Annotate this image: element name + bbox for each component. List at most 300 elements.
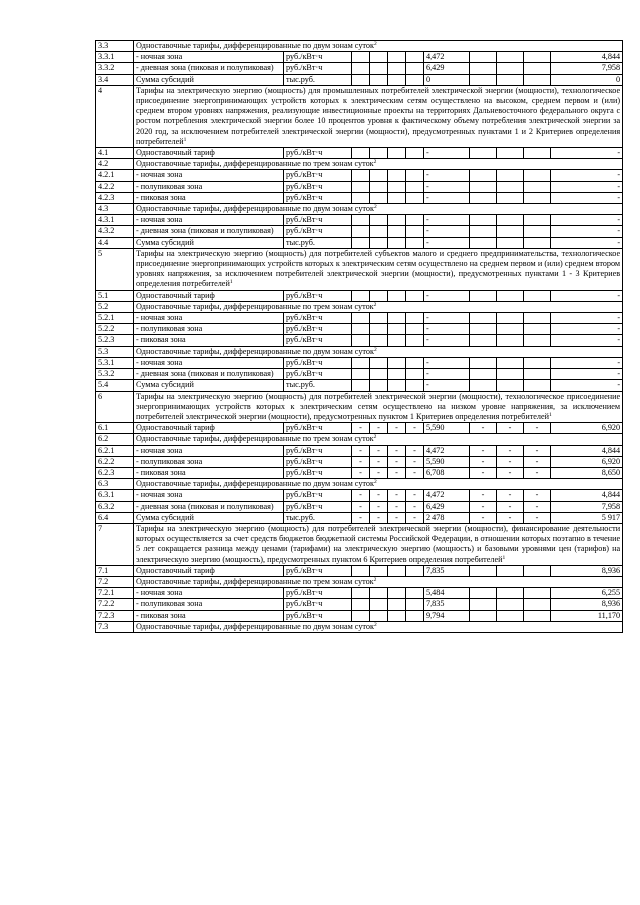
- value-cell: -: [370, 512, 388, 523]
- value-cell: -: [406, 445, 424, 456]
- value-cell: [370, 357, 388, 368]
- value-cell: [388, 335, 406, 346]
- value-cell: -: [424, 192, 470, 203]
- value-cell: [370, 610, 388, 621]
- value-cell: [497, 357, 524, 368]
- value-cell: -: [424, 380, 470, 391]
- row-unit: руб./кВт·ч: [284, 369, 352, 380]
- value-cell: [370, 170, 388, 181]
- row-name: - полупиковая зона: [134, 456, 284, 467]
- value-cell: -: [551, 335, 623, 346]
- table-row: [96, 226, 623, 237]
- value-cell: -: [424, 148, 470, 159]
- row-section-title: [134, 479, 623, 490]
- value-cell: [524, 215, 551, 226]
- row-paragraph: [134, 391, 623, 423]
- value-cell: [406, 63, 424, 74]
- value-cell: 8,650: [551, 467, 623, 478]
- row-unit: руб./кВт·ч: [284, 445, 352, 456]
- value-cell: -: [524, 456, 551, 467]
- row-code: 5.3.1: [96, 357, 134, 368]
- row-code: 4.3: [96, 204, 134, 215]
- row-name: - дневная зона (пиковая и полупиковая): [134, 63, 284, 74]
- value-cell: [497, 380, 524, 391]
- value-cell: 5,590: [424, 423, 470, 434]
- value-cell: -: [470, 467, 497, 478]
- value-cell: [497, 181, 524, 192]
- row-unit: руб./кВт·ч: [284, 610, 352, 621]
- row-title-text: Тарифы на электрическую энергию (мощность) для промышленных потребителей электрической энергии (мощности), технологическое присоединение энергопринимающих устройств которых к электрическим сетям осуществлено на высоком, среднем первом и (или) среднем втором уровнях напряжения, реализующие инвестиционные проекты на территориях Дальневосточного федерального округа с ростом потребления электрической энергии более 10 процентов уровня к фактическому объему потребления электрической энергии за 2020 год, за исключением потребителей электрической энергии (мощности), предусмотренных пунктами 1 и 2 Критериев определения потребителей: [136, 85, 621, 146]
- value-cell: [524, 565, 551, 576]
- value-cell: [497, 369, 524, 380]
- value-cell: [470, 181, 497, 192]
- footnote-marker: 2: [373, 479, 377, 486]
- row-title-text: Одноставочные тарифы, дифференцированные по двум зонам суток: [136, 346, 374, 356]
- value-cell: [497, 170, 524, 181]
- value-cell: [406, 380, 424, 391]
- value-cell: 8,936: [551, 599, 623, 610]
- value-cell: [470, 215, 497, 226]
- row-name: - пиковая зона: [134, 335, 284, 346]
- value-cell: [497, 588, 524, 599]
- row-code: 6.3.1: [96, 490, 134, 501]
- row-unit: руб./кВт·ч: [284, 192, 352, 203]
- value-cell: [352, 313, 370, 324]
- value-cell: -: [388, 423, 406, 434]
- row-title-text: Тарифы на электрическую энергию (мощность) для потребителей электрической энергии (мощности), финансирование деятельности которых осуществляется за счет средств бюджетов бюджетной системы Российской Федерации, в отношении которых поэтапно в течение 5 лет сокращается разница между ценами (тарифами) на электрическую энергию (мощность) и базовыми уровнями цен (тарифов) на электрическую энергию (мощность), предусмотренных пунктом 6 Критериев определения потребителей: [136, 523, 621, 564]
- value-cell: -: [524, 512, 551, 523]
- row-unit: тыс.руб.: [284, 512, 352, 523]
- value-cell: [388, 313, 406, 324]
- value-cell: 4,472: [424, 445, 470, 456]
- value-cell: [352, 324, 370, 335]
- row-title-text: Тарифы на электрическую энергию (мощность) для потребителей электрической энергии (мощности), технологическое присоединение энергопринимающих устройств которых к электрическим сетям осуществлено на низком уровне напряжения, за исключением потребителей электрической энергии (мощности), предусмотренных пунктом 1 Критериев определения потребителей: [136, 391, 621, 421]
- value-cell: [352, 74, 370, 85]
- value-cell: -: [352, 501, 370, 512]
- value-cell: [352, 215, 370, 226]
- table-row: [96, 41, 623, 52]
- value-cell: [497, 74, 524, 85]
- row-code: 4.2.3: [96, 192, 134, 203]
- value-cell: -: [497, 501, 524, 512]
- row-code: 7.3: [96, 621, 134, 632]
- row-unit: руб./кВт·ч: [284, 290, 352, 301]
- value-cell: [352, 226, 370, 237]
- row-code: 4.3.2: [96, 226, 134, 237]
- value-cell: 6,708: [424, 467, 470, 478]
- value-cell: [406, 52, 424, 63]
- value-cell: -: [388, 501, 406, 512]
- row-code: 5.1: [96, 290, 134, 301]
- value-cell: 7,835: [424, 565, 470, 576]
- row-section-title: [134, 301, 623, 312]
- value-cell: [388, 565, 406, 576]
- value-cell: [388, 610, 406, 621]
- value-cell: [470, 588, 497, 599]
- value-cell: [370, 588, 388, 599]
- row-code: 6.2.2: [96, 456, 134, 467]
- value-cell: -: [424, 170, 470, 181]
- footnote-marker: 2: [373, 41, 377, 47]
- value-cell: [352, 52, 370, 63]
- row-unit: руб./кВт·ч: [284, 456, 352, 467]
- value-cell: [388, 170, 406, 181]
- value-cell: [406, 170, 424, 181]
- table-row: [96, 588, 623, 599]
- value-cell: -: [524, 501, 551, 512]
- row-code: 3.3.1: [96, 52, 134, 63]
- value-cell: 4,844: [551, 445, 623, 456]
- row-unit: руб./кВт·ч: [284, 324, 352, 335]
- row-code: 6: [96, 391, 134, 423]
- value-cell: -: [497, 512, 524, 523]
- value-cell: [352, 369, 370, 380]
- value-cell: 5,484: [424, 588, 470, 599]
- row-name: - пиковая зона: [134, 610, 284, 621]
- table-row: [96, 148, 623, 159]
- value-cell: [524, 74, 551, 85]
- value-cell: [470, 226, 497, 237]
- row-unit: руб./кВт·ч: [284, 599, 352, 610]
- value-cell: [524, 237, 551, 248]
- value-cell: -: [370, 423, 388, 434]
- value-cell: [497, 565, 524, 576]
- row-title-text: Тарифы на электрическую энергию (мощность) для потребителей субъектов малого и среднего предпринимательства, технологическое присоединение энергопринимающих устройств которых к электрическим сетям осуществлено на среднем первом и (или) среднем втором уровнях напряжения, за исключением потребителей электрической энергии (мощности), предусмотренных пунктами 1 - 3 Критериев определения потребителей: [136, 248, 621, 289]
- value-cell: 0: [551, 74, 623, 85]
- value-cell: -: [551, 369, 623, 380]
- row-code: 6.2.3: [96, 467, 134, 478]
- row-name: - полупиковая зона: [134, 599, 284, 610]
- footnote-marker: 2: [373, 204, 377, 211]
- value-cell: [470, 313, 497, 324]
- value-cell: [470, 335, 497, 346]
- table-row: [96, 501, 623, 512]
- value-cell: -: [551, 148, 623, 159]
- row-unit: руб./кВт·ч: [284, 63, 352, 74]
- value-cell: [406, 148, 424, 159]
- value-cell: [497, 226, 524, 237]
- value-cell: -: [470, 501, 497, 512]
- value-cell: -: [370, 445, 388, 456]
- row-unit: руб./кВт·ч: [284, 501, 352, 512]
- table-row: [96, 63, 623, 74]
- value-cell: -: [352, 423, 370, 434]
- value-cell: [406, 357, 424, 368]
- table-row: [96, 445, 623, 456]
- value-cell: [524, 192, 551, 203]
- value-cell: 4,472: [424, 52, 470, 63]
- value-cell: [370, 335, 388, 346]
- row-unit: тыс.руб.: [284, 380, 352, 391]
- row-code: 5.2.1: [96, 313, 134, 324]
- value-cell: [406, 599, 424, 610]
- row-name: - полупиковая зона: [134, 181, 284, 192]
- row-paragraph: [134, 248, 623, 290]
- value-cell: [524, 610, 551, 621]
- value-cell: 6,255: [551, 588, 623, 599]
- row-name: Сумма субсидий: [134, 74, 284, 85]
- value-cell: [406, 215, 424, 226]
- value-cell: [406, 237, 424, 248]
- value-cell: -: [352, 445, 370, 456]
- value-cell: [524, 380, 551, 391]
- value-cell: 8,936: [551, 565, 623, 576]
- row-section-title: [134, 346, 623, 357]
- row-unit: руб./кВт·ч: [284, 357, 352, 368]
- value-cell: [370, 215, 388, 226]
- value-cell: -: [551, 170, 623, 181]
- row-code: 4.4: [96, 237, 134, 248]
- value-cell: -: [497, 467, 524, 478]
- table-row: [96, 324, 623, 335]
- row-name: Одноставочный тариф: [134, 148, 284, 159]
- tariff-table: [95, 40, 623, 633]
- value-cell: [524, 324, 551, 335]
- value-cell: -: [388, 456, 406, 467]
- value-cell: -: [470, 512, 497, 523]
- row-name: - пиковая зона: [134, 192, 284, 203]
- value-cell: [352, 290, 370, 301]
- row-name: Одноставочный тариф: [134, 290, 284, 301]
- row-code: 4.2.2: [96, 181, 134, 192]
- row-name: Сумма субсидий: [134, 512, 284, 523]
- value-cell: [388, 215, 406, 226]
- value-cell: [470, 357, 497, 368]
- value-cell: -: [551, 290, 623, 301]
- row-name: - дневная зона (пиковая и полупиковая): [134, 501, 284, 512]
- value-cell: 11,170: [551, 610, 623, 621]
- value-cell: 4,472: [424, 490, 470, 501]
- row-code: 4.2: [96, 159, 134, 170]
- row-code: 5.3: [96, 346, 134, 357]
- value-cell: -: [406, 512, 424, 523]
- row-section-title: [134, 159, 623, 170]
- row-name: - ночная зона: [134, 313, 284, 324]
- value-cell: [524, 170, 551, 181]
- value-cell: -: [388, 467, 406, 478]
- value-cell: -: [470, 490, 497, 501]
- value-cell: [406, 74, 424, 85]
- row-name: - пиковая зона: [134, 467, 284, 478]
- row-name: - ночная зона: [134, 445, 284, 456]
- value-cell: [497, 148, 524, 159]
- value-cell: [352, 237, 370, 248]
- value-cell: [470, 599, 497, 610]
- tariff-table-body: [96, 41, 623, 633]
- row-title-text: Одноставочные тарифы, дифференцированные по трем зонам суток: [136, 434, 374, 444]
- value-cell: [470, 369, 497, 380]
- row-section-title: [134, 621, 623, 632]
- value-cell: [524, 290, 551, 301]
- value-cell: -: [524, 467, 551, 478]
- value-cell: -: [406, 490, 424, 501]
- value-cell: [370, 313, 388, 324]
- row-name: - ночная зона: [134, 588, 284, 599]
- value-cell: 6,920: [551, 423, 623, 434]
- table-row: [96, 181, 623, 192]
- value-cell: [497, 599, 524, 610]
- value-cell: [470, 380, 497, 391]
- value-cell: [388, 380, 406, 391]
- table-row: [96, 621, 623, 632]
- value-cell: -: [424, 369, 470, 380]
- row-code: 3.3.2: [96, 63, 134, 74]
- value-cell: [352, 610, 370, 621]
- value-cell: [388, 52, 406, 63]
- value-cell: [370, 181, 388, 192]
- value-cell: [470, 63, 497, 74]
- row-paragraph: [134, 85, 623, 147]
- value-cell: [497, 290, 524, 301]
- value-cell: -: [497, 423, 524, 434]
- row-code: 4.3.1: [96, 215, 134, 226]
- row-section-title: [134, 434, 623, 445]
- value-cell: [388, 369, 406, 380]
- value-cell: [352, 588, 370, 599]
- value-cell: 6,429: [424, 501, 470, 512]
- value-cell: -: [424, 226, 470, 237]
- table-row: [96, 159, 623, 170]
- row-title-text: Одноставочные тарифы, дифференцированные по трем зонам суток: [136, 301, 374, 311]
- value-cell: -: [406, 423, 424, 434]
- table-row: [96, 346, 623, 357]
- footnote-marker: 2: [373, 159, 377, 166]
- value-cell: 2 478: [424, 512, 470, 523]
- value-cell: -: [424, 324, 470, 335]
- value-cell: 5 917: [551, 512, 623, 523]
- value-cell: [370, 599, 388, 610]
- value-cell: [497, 192, 524, 203]
- value-cell: [524, 335, 551, 346]
- table-row: [96, 357, 623, 368]
- table-row: [96, 248, 623, 290]
- row-unit: руб./кВт·ч: [284, 313, 352, 324]
- table-row: [96, 52, 623, 63]
- value-cell: [497, 324, 524, 335]
- table-row: [96, 380, 623, 391]
- row-code: 7.2.1: [96, 588, 134, 599]
- value-cell: 9,794: [424, 610, 470, 621]
- row-code: 5.2: [96, 301, 134, 312]
- row-section-title: [134, 576, 623, 587]
- table-row: [96, 74, 623, 85]
- value-cell: [470, 290, 497, 301]
- row-code: 4: [96, 85, 134, 147]
- value-cell: [388, 237, 406, 248]
- row-unit: руб./кВт·ч: [284, 490, 352, 501]
- value-cell: [497, 237, 524, 248]
- value-cell: [370, 74, 388, 85]
- row-unit: тыс.руб.: [284, 74, 352, 85]
- value-cell: [497, 63, 524, 74]
- row-code: 5.2.2: [96, 324, 134, 335]
- value-cell: [352, 148, 370, 159]
- value-cell: [524, 181, 551, 192]
- value-cell: [388, 148, 406, 159]
- table-row: [96, 576, 623, 587]
- row-title-text: Одноставочные тарифы, дифференцированные по трем зонам суток: [136, 576, 374, 586]
- footnote-marker: 2: [373, 576, 377, 583]
- value-cell: [388, 290, 406, 301]
- value-cell: [388, 599, 406, 610]
- value-cell: [470, 610, 497, 621]
- value-cell: [406, 324, 424, 335]
- table-row: [96, 313, 623, 324]
- row-name: - ночная зона: [134, 170, 284, 181]
- value-cell: [406, 610, 424, 621]
- value-cell: -: [424, 237, 470, 248]
- row-unit: руб./кВт·ч: [284, 148, 352, 159]
- row-unit: руб./кВт·ч: [284, 52, 352, 63]
- row-code: 6.2: [96, 434, 134, 445]
- value-cell: -: [524, 445, 551, 456]
- value-cell: [388, 357, 406, 368]
- row-name: Одноставочный тариф: [134, 565, 284, 576]
- value-cell: [370, 237, 388, 248]
- value-cell: [470, 192, 497, 203]
- value-cell: [370, 148, 388, 159]
- table-row: [96, 456, 623, 467]
- value-cell: [406, 290, 424, 301]
- value-cell: -: [551, 192, 623, 203]
- value-cell: -: [524, 490, 551, 501]
- row-unit: руб./кВт·ч: [284, 565, 352, 576]
- value-cell: -: [470, 445, 497, 456]
- row-unit: руб./кВт·ч: [284, 423, 352, 434]
- value-cell: -: [470, 456, 497, 467]
- value-cell: -: [424, 181, 470, 192]
- value-cell: [406, 335, 424, 346]
- value-cell: -: [352, 456, 370, 467]
- table-row: [96, 610, 623, 621]
- value-cell: [370, 380, 388, 391]
- table-row: [96, 523, 623, 565]
- value-cell: -: [388, 512, 406, 523]
- value-cell: [470, 148, 497, 159]
- value-cell: [497, 52, 524, 63]
- value-cell: [524, 63, 551, 74]
- row-unit: руб./кВт·ч: [284, 588, 352, 599]
- value-cell: [406, 588, 424, 599]
- value-cell: [370, 192, 388, 203]
- table-row: [96, 467, 623, 478]
- value-cell: -: [551, 237, 623, 248]
- value-cell: [497, 335, 524, 346]
- table-row: [96, 170, 623, 181]
- footnote-marker: 2: [373, 301, 377, 308]
- value-cell: 0: [424, 74, 470, 85]
- row-unit: тыс.руб.: [284, 237, 352, 248]
- value-cell: -: [497, 456, 524, 467]
- row-code: 3.4: [96, 74, 134, 85]
- value-cell: -: [424, 335, 470, 346]
- value-cell: [524, 313, 551, 324]
- table-row: [96, 369, 623, 380]
- value-cell: [406, 369, 424, 380]
- value-cell: [470, 565, 497, 576]
- value-cell: [370, 63, 388, 74]
- row-code: 5.2.3: [96, 335, 134, 346]
- table-row: [96, 391, 623, 423]
- table-row: [96, 490, 623, 501]
- value-cell: -: [388, 490, 406, 501]
- value-cell: [352, 380, 370, 391]
- table-row: [96, 479, 623, 490]
- value-cell: 7,958: [551, 63, 623, 74]
- value-cell: -: [524, 423, 551, 434]
- value-cell: [370, 565, 388, 576]
- row-unit: руб./кВт·ч: [284, 226, 352, 237]
